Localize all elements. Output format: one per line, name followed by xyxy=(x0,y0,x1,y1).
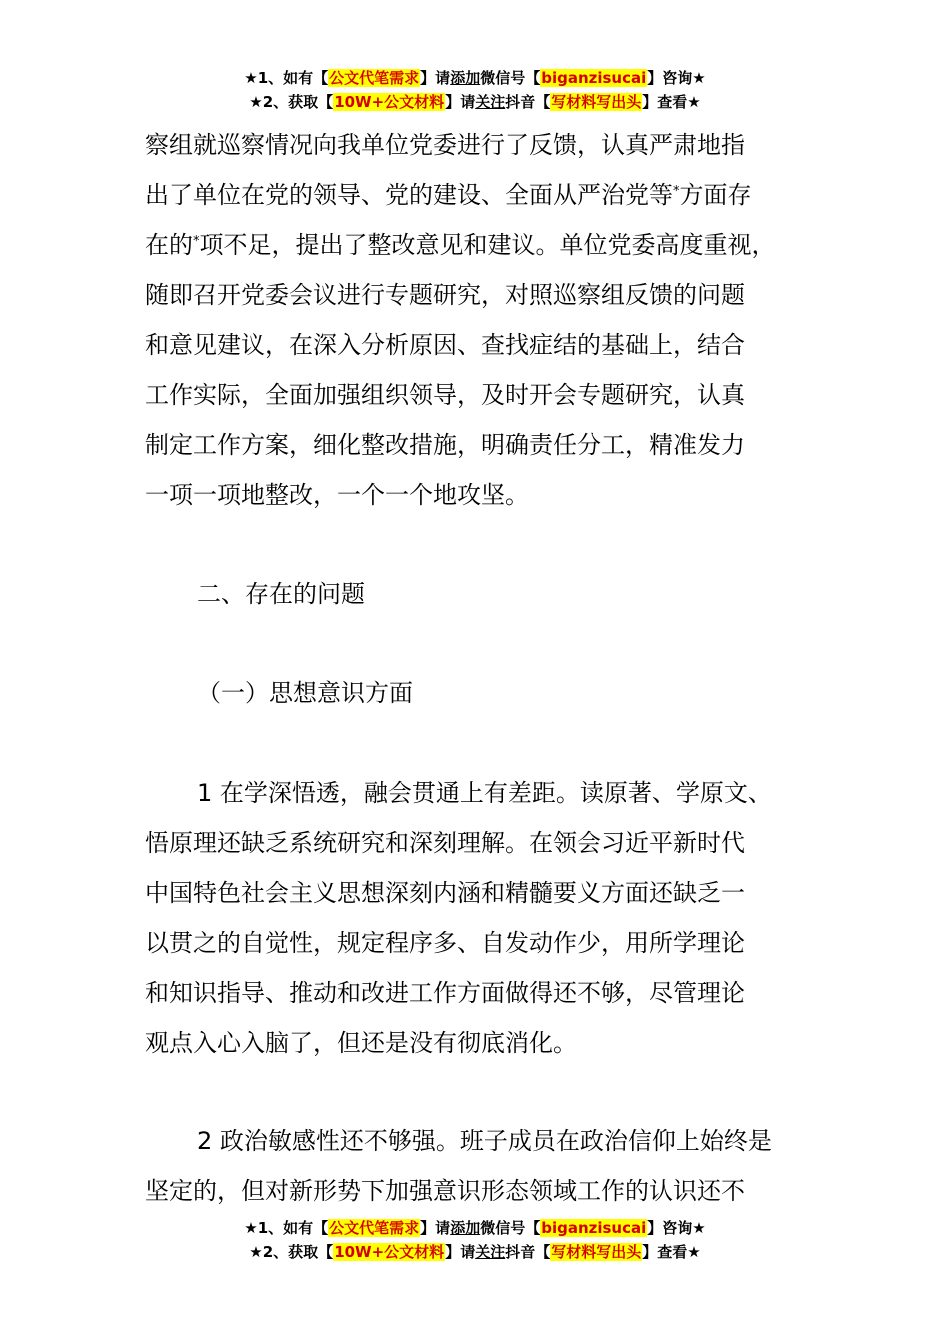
paragraph-line: 察组就巡察情况向我单位党委进行了反馈，认真严肃地指 xyxy=(145,131,745,159)
paragraph-line: 制定工作方案，细化整改措施，明确责任分工，精准发力 xyxy=(145,431,745,459)
banner-text: ★2、获取【 xyxy=(249,93,334,111)
text-span: 出了单位在党的领导、党的建设、全面从严治党等 xyxy=(145,181,673,209)
banner-text: 微信号【 xyxy=(480,69,541,87)
banner-underlined-text: 关注 xyxy=(475,1243,506,1261)
document-body xyxy=(145,120,845,520)
banner-line-2 xyxy=(0,90,950,114)
banner-highlight: 10W+公文材料 xyxy=(334,93,445,111)
paragraph-line: 工作实际，全面加强组织领导，及时开会专题研究，认真 xyxy=(145,381,745,409)
paragraph-line xyxy=(145,220,845,270)
item-2-paragraph xyxy=(145,1116,845,1216)
banner-highlight: 写材料写出头 xyxy=(551,93,642,111)
banner-text: 】请 xyxy=(420,69,451,87)
subsection-heading-block xyxy=(145,668,845,718)
banner-line-1 xyxy=(0,66,950,90)
section-heading-block xyxy=(145,569,845,619)
paragraph-line: 和意见建议，在深入分析原因、查找症结的基础上，结合 xyxy=(145,331,745,359)
banner-underlined-text: 添加 xyxy=(450,69,481,87)
asterisk: * xyxy=(673,184,680,199)
banner-text: 】请 xyxy=(445,1243,476,1261)
header-banner xyxy=(0,66,950,114)
paragraph-line: 悟原理还缺乏系统研究和深刻理解。在领会习近平新时代 xyxy=(145,829,745,857)
banner-highlight: 公文代笔需求 xyxy=(329,69,420,87)
banner-underlined-text: 关注 xyxy=(475,93,506,111)
banner-text: 】查看★ xyxy=(642,1243,701,1261)
banner-text: ★1、如有【 xyxy=(244,69,329,87)
banner-text: 抖音【 xyxy=(505,1243,551,1261)
banner-text: 】请 xyxy=(420,1219,451,1237)
banner-text: 抖音【 xyxy=(505,93,551,111)
paragraph-line: 以贯之的自觉性，规定程序多、自发动作少，用所学理论 xyxy=(145,929,745,957)
banner-text: 】请 xyxy=(445,93,476,111)
banner-highlight: biganzisucai xyxy=(541,1219,647,1237)
banner-highlight: 公文代笔需求 xyxy=(329,1219,420,1237)
banner-highlight: 写材料写出头 xyxy=(551,1243,642,1261)
banner-text: 】咨询★ xyxy=(647,1219,706,1237)
banner-text: 】咨询★ xyxy=(647,69,706,87)
paragraph-line: 和知识指导、推动和改进工作方面做得还不够，尽管理论 xyxy=(145,979,745,1007)
paragraph-line: 一项一项地整改，一个一个地攻坚。 xyxy=(145,481,529,509)
paragraph-line xyxy=(145,170,845,220)
banner-text: 】查看★ xyxy=(642,93,701,111)
banner-text: 微信号【 xyxy=(480,1219,541,1237)
paragraph-line: 随即召开党委会议进行专题研究，对照巡察组反馈的问题 xyxy=(145,281,745,309)
banner-line-1 xyxy=(0,1216,950,1240)
text-span: 方面存 xyxy=(679,181,752,209)
banner-highlight: biganzisucai xyxy=(541,69,647,87)
section-heading: 二、存在的问题 xyxy=(197,580,365,608)
banner-text: ★1、如有【 xyxy=(244,1219,329,1237)
paragraph-line: 观点入心入脑了，但还是没有彻底消化。 xyxy=(145,1029,577,1057)
text-span: 项不足，提出了整改意见和建议。单位党委高度重视， xyxy=(199,231,776,259)
banner-highlight: 10W+公文材料 xyxy=(334,1243,445,1261)
asterisk: * xyxy=(193,234,200,249)
text-span: 在的 xyxy=(145,231,193,259)
paragraph-line: 中国特色社会主义思想深刻内涵和精髓要义方面还缺乏一 xyxy=(145,879,745,907)
paragraph-line: 坚定的，但对新形势下加强意识形态领域工作的认识还不 xyxy=(145,1177,745,1205)
banner-underlined-text: 添加 xyxy=(450,1219,481,1237)
item-1-paragraph xyxy=(145,768,845,1068)
paragraph-line: 2 政治敏感性还不够强。班子成员在政治信仰上始终是 xyxy=(197,1127,772,1155)
banner-line-2 xyxy=(0,1240,950,1264)
paragraph-line: 1 在学深悟透，融会贯通上有差距。读原著、学原文、 xyxy=(197,779,772,807)
subsection-heading: （一）思想意识方面 xyxy=(197,679,413,707)
banner-text: ★2、获取【 xyxy=(249,1243,334,1261)
footer-banner xyxy=(0,1216,950,1264)
